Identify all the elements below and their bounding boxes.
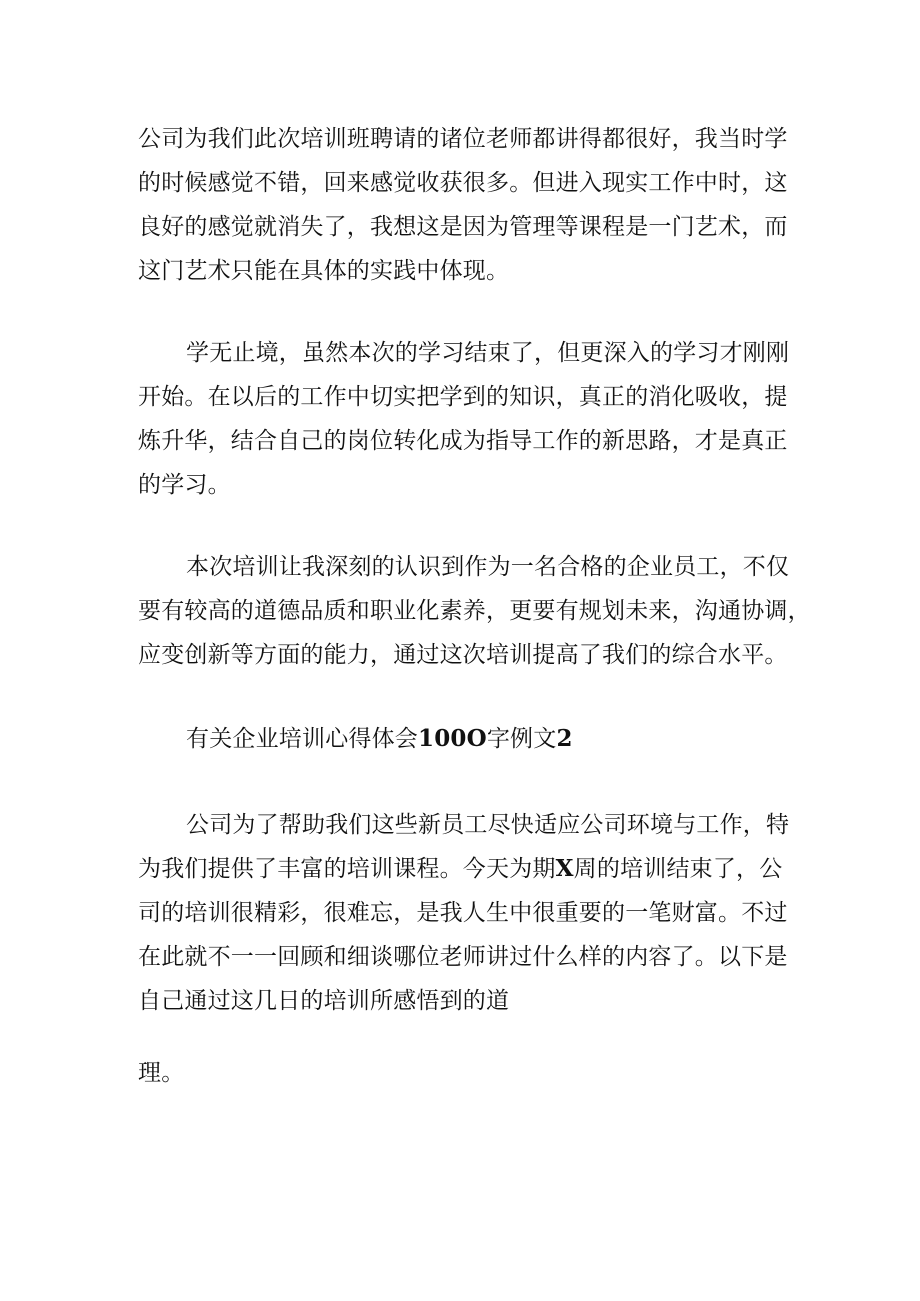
paragraph-line: 公司为了帮助我们这些新员工尽快适应公司环境与工作，特	[186, 812, 790, 838]
heading-number: 100O	[418, 725, 487, 752]
heading-prefix: 有关企业培训心得体会	[186, 726, 418, 752]
paragraph-2	[138, 331, 788, 507]
paragraph-line: 理。	[138, 1060, 185, 1086]
line-text: 周的培训结束了，公	[573, 856, 783, 882]
paragraph-line: 司的培训很精彩，很难忘，是我人生中很重要的一笔财富。不过	[138, 900, 788, 926]
paragraph-line	[138, 847, 788, 891]
paragraph-line: 这门艺术只能在具体的实践中体现。	[138, 258, 510, 284]
paragraph-3	[138, 545, 811, 677]
paragraph-line: 的学习。	[138, 472, 231, 498]
paragraph-line: 在此就不一一回顾和细谈哪位老师讲过什么样的内容了。以下是	[138, 944, 788, 970]
paragraph-1	[138, 117, 788, 293]
paragraph-line: 的时候感觉不错，回来感觉收获很多。但进入现实工作中时，这	[138, 170, 788, 196]
paragraph-line: 自己通过这几日的培训所感悟到的道	[138, 988, 510, 1014]
paragraph-line: 本次培训让我深刻的认识到作为一名合格的企业员工，不仅	[186, 554, 790, 580]
line-text: 为我们提供了丰富的培训课程。今天为期	[138, 856, 556, 882]
heading-line	[138, 717, 788, 761]
period-placeholder: X	[555, 855, 574, 882]
paragraph-5	[138, 1051, 788, 1095]
paragraph-line: 炼升华，结合自己的岗位转化成为指导工作的新思路，才是真正	[138, 428, 788, 454]
section-heading	[138, 717, 788, 761]
paragraph-line: 良好的感觉就消失了，我想这是因为管理等课程是一门艺术，而	[138, 214, 788, 240]
heading-index: 2	[556, 725, 573, 752]
paragraph-4	[138, 803, 788, 1023]
paragraph-line: 开始。在以后的工作中切实把学到的知识，真正的消化吸收，提	[138, 384, 788, 410]
heading-middle: 字例文	[486, 726, 557, 752]
paragraph-line: 学无止境，虽然本次的学习结束了，但更深入的学习才刚刚	[186, 340, 790, 366]
paragraph-line: 应变创新等方面的能力，通过这次培训提高了我们的综合水平。	[138, 642, 788, 668]
paragraph-line: 要有较高的道德品质和职业化素养，更要有规划未来，沟通协调，	[138, 598, 811, 624]
paragraph-line: 公司为我们此次培训班聘请的诸位老师都讲得都很好，我当时学	[138, 126, 788, 152]
